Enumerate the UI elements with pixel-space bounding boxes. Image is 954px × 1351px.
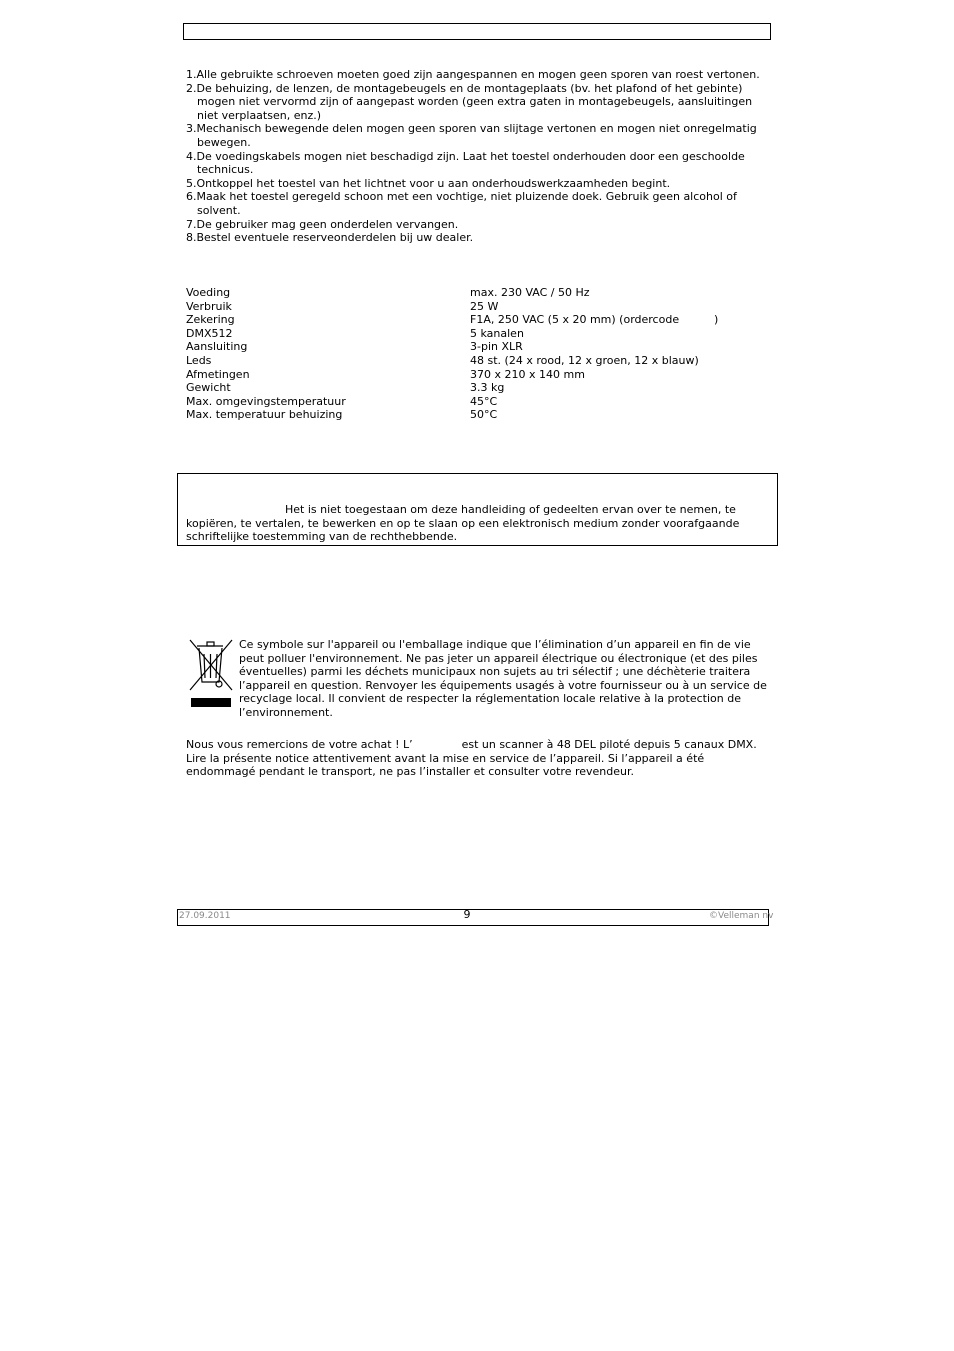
spec-value: 50°C xyxy=(470,408,498,422)
table-row xyxy=(186,340,718,354)
spec-label: Max. omgevingstemperatuur xyxy=(186,394,346,408)
table-row xyxy=(186,327,718,341)
spec-label: Verbruik xyxy=(186,299,232,313)
table-row xyxy=(186,354,718,368)
spec-label: Max. temperatuur behuizing xyxy=(186,408,343,422)
list-item: 3.Mechanisch bewegende delen mogen geen sporen van slijtage vertonen en mogen niet onregelmatig bewegen. xyxy=(186,122,757,149)
page-number: 9 xyxy=(463,908,471,921)
list-item: 6.Maak het toestel geregeld schoon met een vochtige, niet pluizende doek. Gebruik geen alcohol of solvent. xyxy=(186,190,737,217)
spec-label: Afmetingen xyxy=(186,367,250,381)
copyright-notice-line1: Het is niet toegestaan om deze handleiding of gedeelten ervan over te nemen, te xyxy=(285,503,736,516)
spec-label: Zekering xyxy=(186,313,235,327)
table-row xyxy=(186,368,718,382)
spec-label: Gewicht xyxy=(186,381,231,395)
spec-value: 370 x 210 x 140 mm xyxy=(470,367,585,381)
spec-value: F1A, 250 VAC (5 x 20 mm) (ordercode ) xyxy=(470,313,719,327)
footer-date: 27.09.2011 xyxy=(179,911,231,921)
spec-value: 3-pin XLR xyxy=(470,340,523,354)
list-item: 2.De behuizing, de lenzen, de montagebeugels en de montageplaats (bv. het plafond of het gebinte) mogen niet vervormd zijn of aangepast worden (geen extra gaten in montagebeugels, aansluitingen niet verplaatsen, enz.) xyxy=(186,81,753,122)
spec-value: 48 st. (24 x rood, 12 x groen, 12 x blauw) xyxy=(470,353,699,367)
intro-paragraph xyxy=(186,738,770,779)
spec-label: Voeding xyxy=(186,286,231,299)
header-box xyxy=(183,23,771,40)
copyright-notice-box xyxy=(177,473,778,546)
list-item: 7.De gebruiker mag geen onderdelen vervangen. xyxy=(186,217,459,231)
copyright-notice-rest: kopiëren, te vertalen, te bewerken en op te slaan op een elektronisch medium zonder voorafgaande schriftelijke toestemming van de rechthebbende. xyxy=(186,516,740,544)
spec-value: 3.3 kg xyxy=(470,381,505,395)
list-item: 8.Bestel eventuele reserveonderdelen bij uw dealer. xyxy=(186,231,474,245)
weee-disposal-notice xyxy=(186,638,772,720)
list-item: 4.De voedingskabels mogen niet beschadigd zijn. Laat het toestel onderhouden door een geschoolde technicus. xyxy=(186,149,745,177)
specifications-table xyxy=(186,286,718,422)
maintenance-list xyxy=(186,68,776,245)
spec-value: 45°C xyxy=(470,394,498,408)
footer-copyright: ©Velleman nv xyxy=(709,911,774,921)
table-row xyxy=(186,395,718,409)
table-row xyxy=(186,408,718,422)
table-row xyxy=(186,300,718,314)
copyright-notice xyxy=(186,503,771,544)
spec-label: Leds xyxy=(186,353,212,367)
weee-text: Ce symbole sur l'appareil ou l'emballage indique que l’élimination d’un appareil en fin de vie peut polluer l'environnement. Ne pas jeter un appareil électrique ou électronique (et des piles éventuelles) parmi les déchets municipaux non sujets au tri sélectif ; une déchèterie traitera l’appareil en question. Renvoyer les équipements usagés à votre fournisseur ou à un service de recyclage local. Il convient de respecter la réglementation locale relative à la protection de l’environnement. xyxy=(239,638,767,719)
spec-value: max. 230 VAC / 50 Hz xyxy=(470,286,590,299)
list-item: 1.Alle gebruikte schroeven moeten goed zijn aangespannen en mogen geen sporen van roest vertonen. xyxy=(186,68,760,81)
spec-label: DMX512 xyxy=(186,326,233,340)
table-row xyxy=(186,286,718,300)
table-row xyxy=(186,381,718,395)
list-item: 5.Ontkoppel het toestel van het lichtnet voor u aan onderhoudswerkzaamheden begint. xyxy=(186,176,671,190)
spec-label: Aansluiting xyxy=(186,340,248,354)
spec-value: 5 kanalen xyxy=(470,326,524,340)
table-row xyxy=(186,313,718,327)
spec-value: 25 W xyxy=(470,299,499,313)
intro-text: Nous vous remercions de votre achat ! L’ est un scanner à 48 DEL piloté depuis 5 canaux DMX. Lire la présente notice attentivement avant la mise en service de l’appareil. Si l’appareil a été endommagé pendant le transport, ne pas l’installer et consulter votre revendeur. xyxy=(186,738,761,779)
